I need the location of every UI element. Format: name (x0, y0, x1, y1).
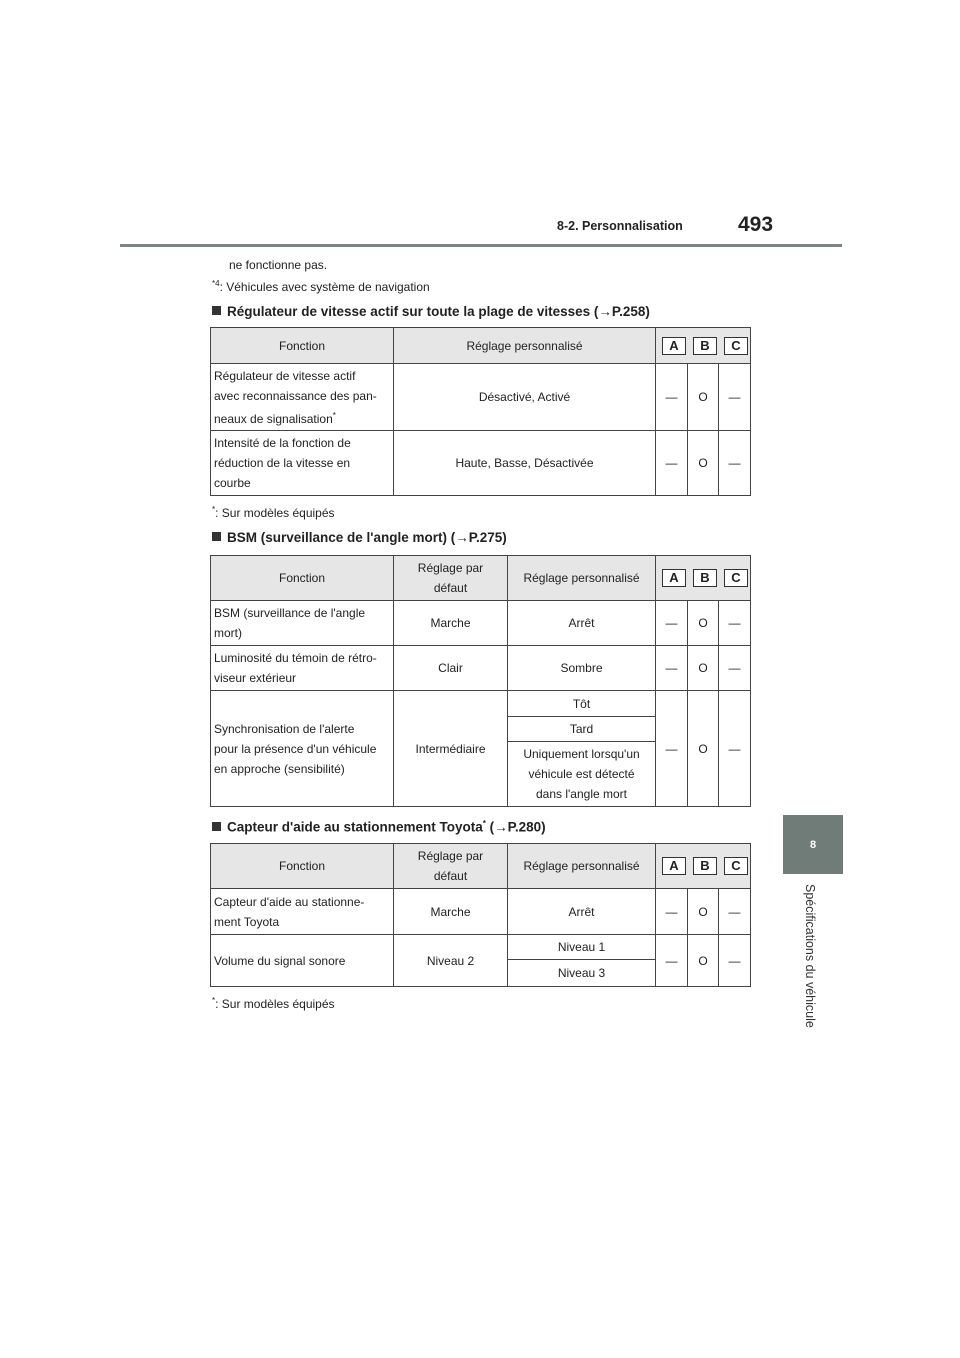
text-line: dans l'angle mort (535, 787, 627, 801)
text-line: Synchronisation de l'alerte (214, 721, 355, 736)
heading-text: (→P.280) (485, 819, 546, 835)
cell-c: — (719, 889, 751, 934)
cell-perso: Désactivé, Activé (394, 364, 656, 430)
text-line: pour la présence d'un véhicule (214, 741, 377, 756)
text-line: viseur extérieur (214, 671, 297, 685)
table-row (210, 646, 751, 691)
footnote-mark: * (482, 819, 486, 828)
cell-fonction (210, 601, 394, 645)
cell-c: — (719, 601, 751, 645)
bullet-square-icon (212, 822, 221, 831)
badge-a: A (662, 569, 686, 587)
cell-c: — (719, 364, 751, 430)
cell-a: — (656, 364, 688, 430)
badge-a: A (662, 857, 686, 875)
badge-b: B (693, 337, 717, 355)
footnote-text: : Sur modèles équipés (215, 506, 335, 520)
text-line: Régulateur de vitesse actif (214, 368, 356, 383)
cell-perso: Haute, Basse, Désactivée (394, 431, 656, 495)
cell-defaut: Marche (394, 601, 508, 645)
footnote-mark: * (332, 410, 336, 420)
cell-perso: Arrêt (508, 601, 656, 645)
cell-b: O (688, 889, 719, 934)
header-divider (120, 244, 842, 247)
header-defaut (394, 556, 508, 600)
cell-b: O (688, 646, 719, 690)
cell-a: — (656, 691, 688, 806)
text-line (214, 406, 336, 429)
cell-c: — (719, 646, 751, 690)
table-row (210, 691, 751, 807)
heading-text: Régulateur de vitesse actif sur toute la plage de vitesses (→P.258) (227, 304, 650, 319)
cell-a: — (656, 889, 688, 934)
section-heading-parking (212, 819, 546, 835)
cell-fonction (210, 364, 394, 430)
badge-c: C (724, 337, 748, 355)
cell-b: O (688, 691, 719, 806)
footnote-text: : Sur modèles équipés (215, 997, 335, 1011)
cell-b: O (688, 601, 719, 645)
footnote (212, 505, 335, 520)
table-row (210, 601, 751, 646)
option-item: Niveau 3 (557, 966, 606, 980)
cell-fonction (210, 646, 394, 690)
cell-perso-options (508, 935, 656, 986)
text-line: ment Toyota (214, 914, 280, 929)
footnote-text: : Véhicules avec système de navigation (219, 280, 430, 294)
bullet-square-icon (212, 306, 221, 315)
cell-fonction (210, 431, 394, 495)
header-abc (656, 328, 751, 363)
header-defaut (394, 844, 508, 888)
table-header (210, 843, 751, 889)
cell-c: — (719, 431, 751, 495)
text-line: BSM (surveillance de l'angle (214, 606, 366, 620)
cell-c: — (719, 691, 751, 806)
cell-a: — (656, 935, 688, 986)
option-item (508, 742, 655, 806)
cell-b: O (688, 431, 719, 495)
text-line: réduction de la vitesse en (214, 456, 351, 470)
heading-text: Capteur d'aide au stationnement Toyota (227, 819, 483, 835)
text-line: Capteur d'aide au stationne- (214, 894, 365, 909)
table-row (210, 889, 751, 935)
footnote (212, 996, 335, 1011)
cell-defaut: Marche (394, 889, 508, 934)
footnote-mark: *4 (212, 279, 220, 288)
cell-a: — (656, 646, 688, 690)
header-reglage-perso: Réglage personnalisé (508, 844, 656, 888)
text-line: Réglage par (417, 561, 484, 575)
text-line: défaut (433, 869, 468, 883)
text-line: mort) (214, 626, 242, 640)
page-number: 493 (738, 213, 774, 236)
header-fonction: Fonction (210, 556, 394, 600)
text-line: en approche (sensibilité) (214, 761, 345, 776)
text-line: avec reconnaissance des pan- (214, 388, 377, 403)
text-line: Intensité de la fonction de (214, 436, 351, 450)
footnote-4 (212, 279, 430, 294)
badge-c: C (724, 569, 748, 587)
footnote-mark: * (212, 505, 216, 514)
text-line: Réglage par (417, 849, 484, 863)
table-bsm (210, 555, 751, 807)
heading-text: BSM (surveillance de l'angle mort) (→P.275) (227, 530, 507, 545)
bullet-square-icon (212, 532, 221, 541)
table-row (210, 431, 751, 496)
cell-b: O (688, 364, 719, 430)
badge-a: A (662, 337, 686, 355)
intro-line: ne fonctionne pas. (229, 258, 328, 272)
text-line: défaut (433, 581, 468, 595)
cell-defaut: Clair (394, 646, 508, 690)
cell-a: — (656, 431, 688, 495)
header-fonction: Fonction (210, 328, 394, 363)
badge-c: C (724, 857, 748, 875)
table-row (210, 935, 751, 987)
cell-fonction: Volume du signal sonore (210, 935, 394, 986)
table-parking (210, 843, 751, 987)
cell-c: — (719, 935, 751, 986)
footnote-mark: * (212, 996, 216, 1005)
section-heading-acc (212, 304, 650, 319)
text-line: courbe (214, 476, 251, 490)
option-item: Niveau 1 (508, 935, 655, 960)
cell-a: — (656, 601, 688, 645)
text-line: Uniquement lorsqu'un (523, 747, 640, 761)
chapter-tab (783, 815, 843, 874)
badge-b: B (693, 857, 717, 875)
header-reglage-perso: Réglage personnalisé (508, 556, 656, 600)
cell-defaut: Niveau 2 (394, 935, 508, 986)
table-row (210, 364, 751, 431)
cell-perso: Sombre (508, 646, 656, 690)
text-line: Luminosité du témoin de rétro- (214, 651, 377, 665)
table-header (210, 327, 751, 364)
chapter-label (803, 884, 821, 1044)
cell-fonction (210, 889, 394, 934)
section-title: 8-2. Personnalisation (557, 219, 683, 233)
text-line: véhicule est détecté (528, 767, 635, 781)
badge-b: B (693, 569, 717, 587)
cell-defaut: Intermédiaire (394, 691, 508, 806)
cell-perso: Arrêt (508, 889, 656, 934)
header-abc (656, 844, 751, 888)
option-item: Tôt (508, 691, 655, 717)
table-header (210, 555, 751, 601)
option-item: Tard (508, 717, 655, 742)
text-part: neaux de signalisation (214, 411, 333, 426)
section-heading-bsm (212, 530, 507, 545)
cell-fonction (210, 691, 394, 806)
chapter-label-text: Spécifications du véhicule (803, 884, 817, 1028)
header-reglage-perso: Réglage personnalisé (394, 328, 656, 363)
cell-perso-options (508, 691, 656, 806)
table-acc (210, 327, 751, 496)
chapter-number: 8 (809, 839, 817, 851)
cell-b: O (688, 935, 719, 986)
header-abc (656, 556, 751, 600)
header-fonction: Fonction (210, 844, 394, 888)
